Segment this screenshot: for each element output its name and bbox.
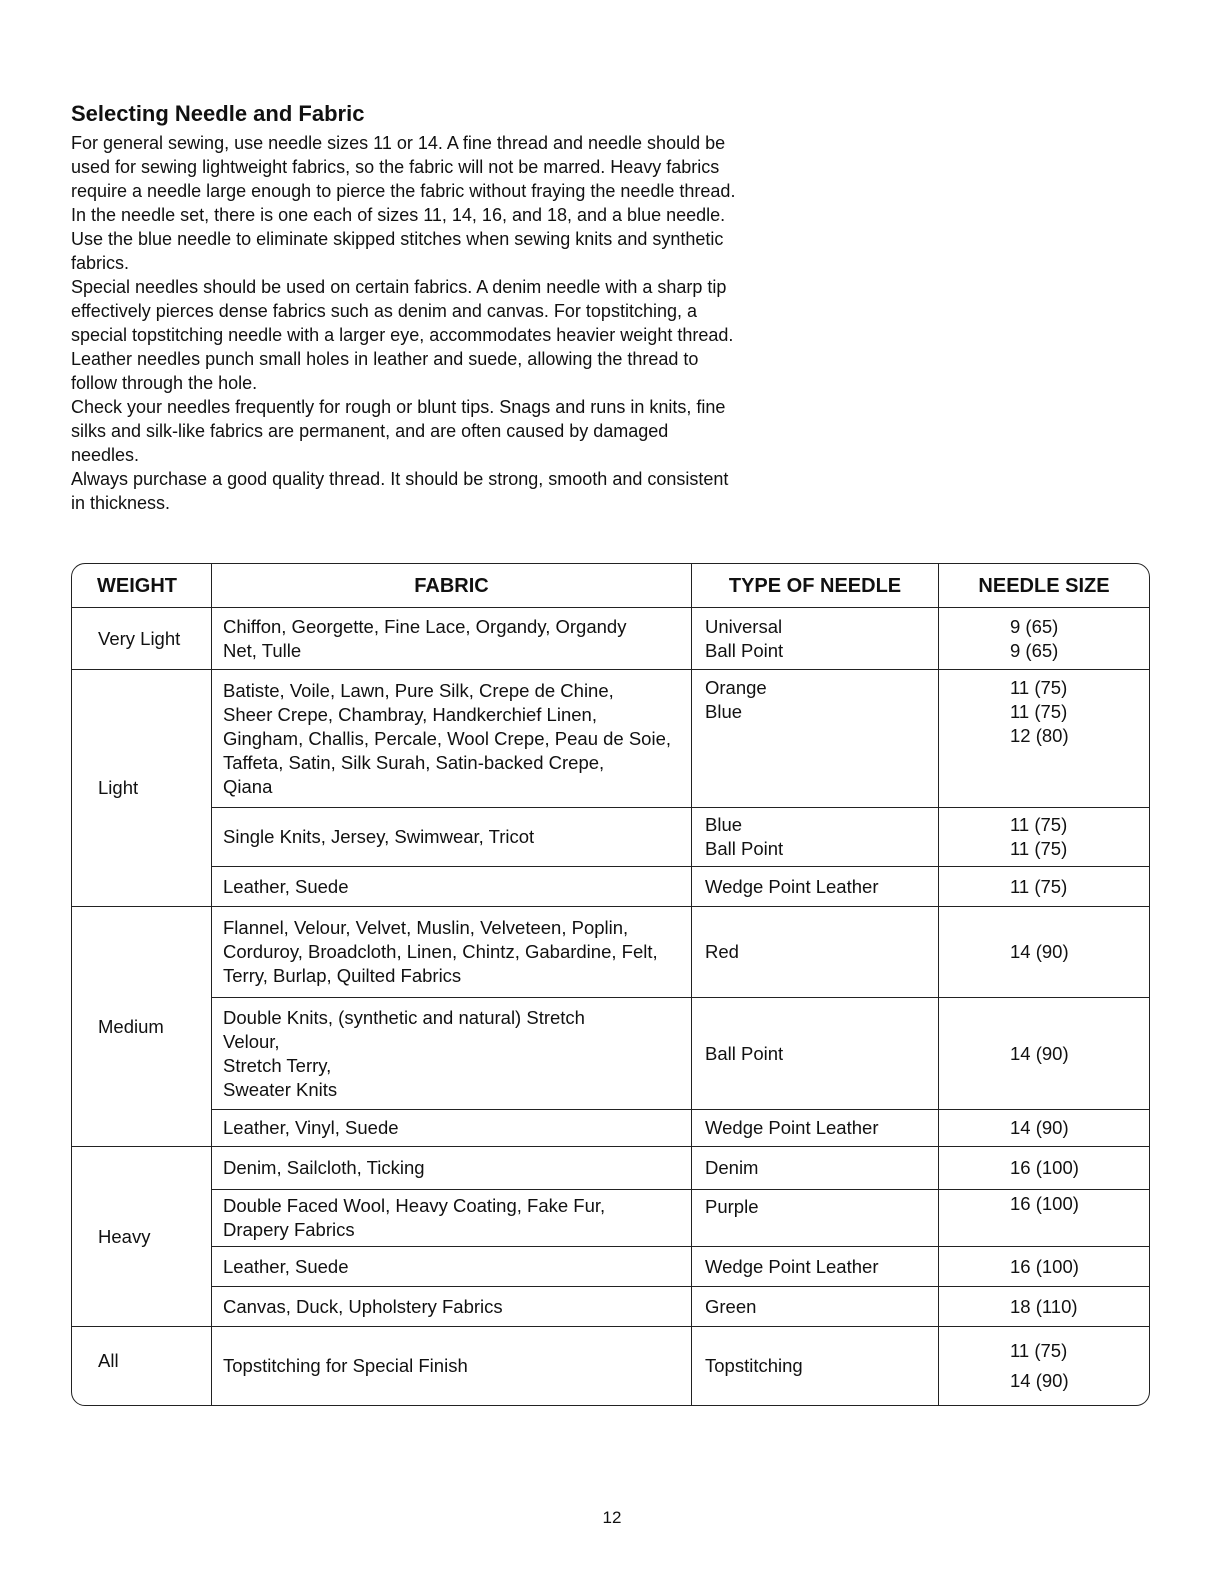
fabric-cell — [212, 608, 692, 670]
intro-line: Check your needles frequently for rough or blunt tips. Snags and runs in knits, fine — [71, 397, 726, 417]
fabric-line: Drapery Fabrics — [223, 1219, 355, 1240]
fabric-line: Denim, Sailcloth, Ticking — [223, 1157, 425, 1178]
table-row — [72, 808, 1149, 867]
weight-heavy: Heavy — [72, 1147, 212, 1327]
needle-type-cell — [692, 867, 939, 907]
needle-type-cell — [692, 1327, 939, 1405]
header-fabric: FABRIC — [212, 564, 692, 608]
fabric-cell — [212, 907, 692, 998]
needle-size-line: 11 (75) — [1010, 677, 1068, 698]
table-row — [72, 867, 1149, 907]
fabric-line: Corduroy, Broadcloth, Linen, Chintz, Gabardine, Felt, — [223, 941, 658, 962]
needle-size-line: 18 (110) — [1010, 1295, 1078, 1317]
fabric-line: Gingham, Challis, Percale, Wool Crepe, Peau de Soie, — [223, 727, 672, 749]
header-weight: WEIGHT — [72, 564, 212, 608]
needle-type-line: Blue — [705, 814, 743, 835]
needle-type-cell — [692, 1247, 939, 1287]
weight-light: Light — [72, 670, 212, 907]
intro-line: fabrics. — [71, 253, 130, 273]
needle-type-line: Purple — [705, 1196, 759, 1217]
needle-type-line: Blue — [705, 701, 743, 722]
needle-size-line: 16 (100) — [1010, 1193, 1079, 1214]
needle-size-cell — [939, 608, 1149, 670]
fabric-line: Canvas, Duck, Upholstery Fabrics — [223, 1295, 503, 1317]
page-number: 12 — [602, 1508, 622, 1527]
needle-type-cell — [692, 1190, 939, 1247]
header-needle-size: NEEDLE SIZE — [939, 564, 1149, 608]
needle-size-line: 14 (90) — [1010, 1370, 1069, 1391]
needle-type-line: Ball Point — [705, 1042, 784, 1064]
fabric-cell — [212, 808, 692, 867]
intro-line: Leather needles punch small holes in leather and suede, allowing the thread to — [71, 349, 699, 369]
fabric-line: Taffeta, Satin, Silk Surah, Satin-backed Crepe, — [223, 751, 605, 773]
fabric-cell — [212, 998, 692, 1110]
fabric-line: Stretch Terry, — [223, 1054, 332, 1076]
intro-line: Special needles should be used on certain fabrics. A denim needle with a sharp tip — [71, 277, 727, 297]
intro-line: Always purchase a good quality thread. It should be strong, smooth and consistent — [71, 469, 729, 489]
needle-size-cell — [939, 1110, 1149, 1147]
fabric-cell — [212, 1287, 692, 1327]
intro-line: special topstitching needle with a larger eye, accommodates heavier weight thread. — [71, 325, 734, 345]
intro-line: needles. — [71, 445, 140, 465]
needle-size-cell — [939, 1147, 1149, 1190]
needle-type-line: Wedge Point Leather — [705, 1255, 879, 1277]
fabric-line: Double Faced Wool, Heavy Coating, Fake Fur, — [223, 1195, 606, 1216]
table-row — [72, 1247, 1149, 1287]
weight-very-light: Very Light — [72, 608, 212, 670]
needle-type-cell — [692, 1287, 939, 1327]
needle-type-line: Universal — [705, 615, 783, 637]
needle-size-cell — [939, 670, 1149, 808]
intro-line: follow through the hole. — [71, 373, 258, 393]
intro-line: For general sewing, use needle sizes 11 or 14. A fine thread and needle should be — [71, 133, 726, 153]
needle-type-line: Red — [705, 941, 739, 962]
needle-size-line: 11 (75) — [1010, 838, 1068, 859]
fabric-line: Sheer Crepe, Chambray, Handkerchief Linen, — [223, 703, 597, 725]
needle-size-cell — [939, 867, 1149, 907]
table-row — [72, 670, 1149, 808]
fabric-cell — [212, 1147, 692, 1190]
needle-size-line: 9 (65) — [1010, 639, 1059, 661]
fabric-line: Terry, Burlap, Quilted Fabrics — [223, 965, 462, 986]
needle-size-line: 14 (90) — [1010, 1117, 1069, 1138]
fabric-line: Net, Tulle — [223, 639, 302, 661]
fabric-line: Double Knits, (synthetic and natural) Stretch — [223, 1006, 585, 1028]
needle-type-line: Green — [705, 1295, 757, 1317]
table-row — [72, 608, 1149, 670]
table-header-row — [72, 564, 1149, 608]
needle-size-cell — [939, 1287, 1149, 1327]
needle-type-cell — [692, 608, 939, 670]
table-row — [72, 1190, 1149, 1247]
intro-line: effectively pierces dense fabrics such as denim and canvas. For topstitching, a — [71, 301, 697, 321]
intro-text — [71, 131, 831, 515]
fabric-cell — [212, 1247, 692, 1287]
needle-type-line: Orange — [705, 677, 767, 698]
fabric-line: Chiffon, Georgette, Fine Lace, Organdy, Organdy — [223, 615, 627, 637]
table-row — [72, 998, 1149, 1110]
fabric-line: Qiana — [223, 775, 273, 797]
fabric-line: Batiste, Voile, Lawn, Pure Silk, Crepe de Chine, — [223, 679, 614, 701]
fabric-line: Leather, Suede — [223, 875, 349, 897]
needle-size-line: 11 (75) — [1010, 814, 1068, 835]
intro-line: Use the blue needle to eliminate skipped stitches when sewing knits and synthetic — [71, 229, 724, 249]
needle-type-cell — [692, 1110, 939, 1147]
needle-size-line: 14 (90) — [1010, 1042, 1069, 1064]
needle-type-line: Ball Point — [705, 639, 784, 661]
fabric-cell — [212, 1110, 692, 1147]
needle-type-line: Ball Point — [705, 838, 784, 859]
needle-type-cell — [692, 998, 939, 1110]
table-row — [72, 1287, 1149, 1327]
fabric-line: Flannel, Velour, Velvet, Muslin, Velveteen, Poplin, — [223, 917, 629, 938]
fabric-line: Leather, Vinyl, Suede — [223, 1117, 399, 1138]
needle-size-line: 11 (75) — [1010, 875, 1068, 897]
needle-type-line: Wedge Point Leather — [705, 875, 879, 897]
weight-medium: Medium — [72, 907, 212, 1147]
header-type-of-needle: TYPE OF NEEDLE — [692, 564, 939, 608]
needle-size-cell — [939, 998, 1149, 1110]
needle-size-cell — [939, 907, 1149, 998]
table-row — [72, 1110, 1149, 1147]
intro-line: used for sewing lightweight fabrics, so the fabric will not be marred. Heavy fabrics — [71, 157, 720, 177]
needle-type-line: Wedge Point Leather — [705, 1117, 879, 1138]
needle-type-cell — [692, 907, 939, 998]
needle-size-line: 14 (90) — [1010, 941, 1069, 962]
fabric-line: Leather, Suede — [223, 1255, 349, 1277]
fabric-cell — [212, 867, 692, 907]
needle-size-cell — [939, 808, 1149, 867]
fabric-line: Sweater Knits — [223, 1078, 338, 1100]
needle-type-cell — [692, 1147, 939, 1190]
needle-size-line: 9 (65) — [1010, 615, 1059, 637]
weight-all: All — [72, 1327, 212, 1405]
needle-size-line: 16 (100) — [1010, 1255, 1079, 1277]
intro-line: silks and silk-like fabrics are permanent, and are often caused by damaged — [71, 421, 669, 441]
fabric-line: Velour, — [223, 1030, 280, 1052]
intro-line: in thickness. — [71, 493, 171, 513]
table-row — [72, 1147, 1149, 1190]
needle-size-cell — [939, 1190, 1149, 1247]
fabric-line: Topstitching for Special Finish — [223, 1355, 468, 1376]
fabric-line: Single Knits, Jersey, Swimwear, Tricot — [223, 826, 535, 847]
needle-size-line: 11 (75) — [1010, 1340, 1068, 1361]
fabric-cell — [212, 1327, 692, 1405]
needle-size-line: 16 (100) — [1010, 1157, 1079, 1178]
needle-type-cell — [692, 670, 939, 808]
fabric-cell — [212, 1190, 692, 1247]
fabric-cell — [212, 670, 692, 808]
intro-line: require a needle large enough to pierce the fabric without fraying the needle thread. — [71, 181, 736, 201]
intro-line: In the needle set, there is one each of sizes 11, 14, 16, and 18, and a blue needle. — [71, 205, 726, 225]
table-row — [72, 907, 1149, 998]
needle-type-line: Denim — [705, 1157, 759, 1178]
page-heading: Selecting Needle and Fabric — [71, 101, 365, 126]
table-row — [72, 1327, 1149, 1405]
needle-type-line: Topstitching — [705, 1355, 803, 1376]
needle-fabric-table — [71, 563, 1150, 1406]
needle-size-line: 11 (75) — [1010, 701, 1068, 722]
needle-size-line: 12 (80) — [1010, 725, 1069, 746]
needle-type-cell — [692, 808, 939, 867]
needle-size-cell — [939, 1327, 1149, 1405]
needle-size-cell — [939, 1247, 1149, 1287]
